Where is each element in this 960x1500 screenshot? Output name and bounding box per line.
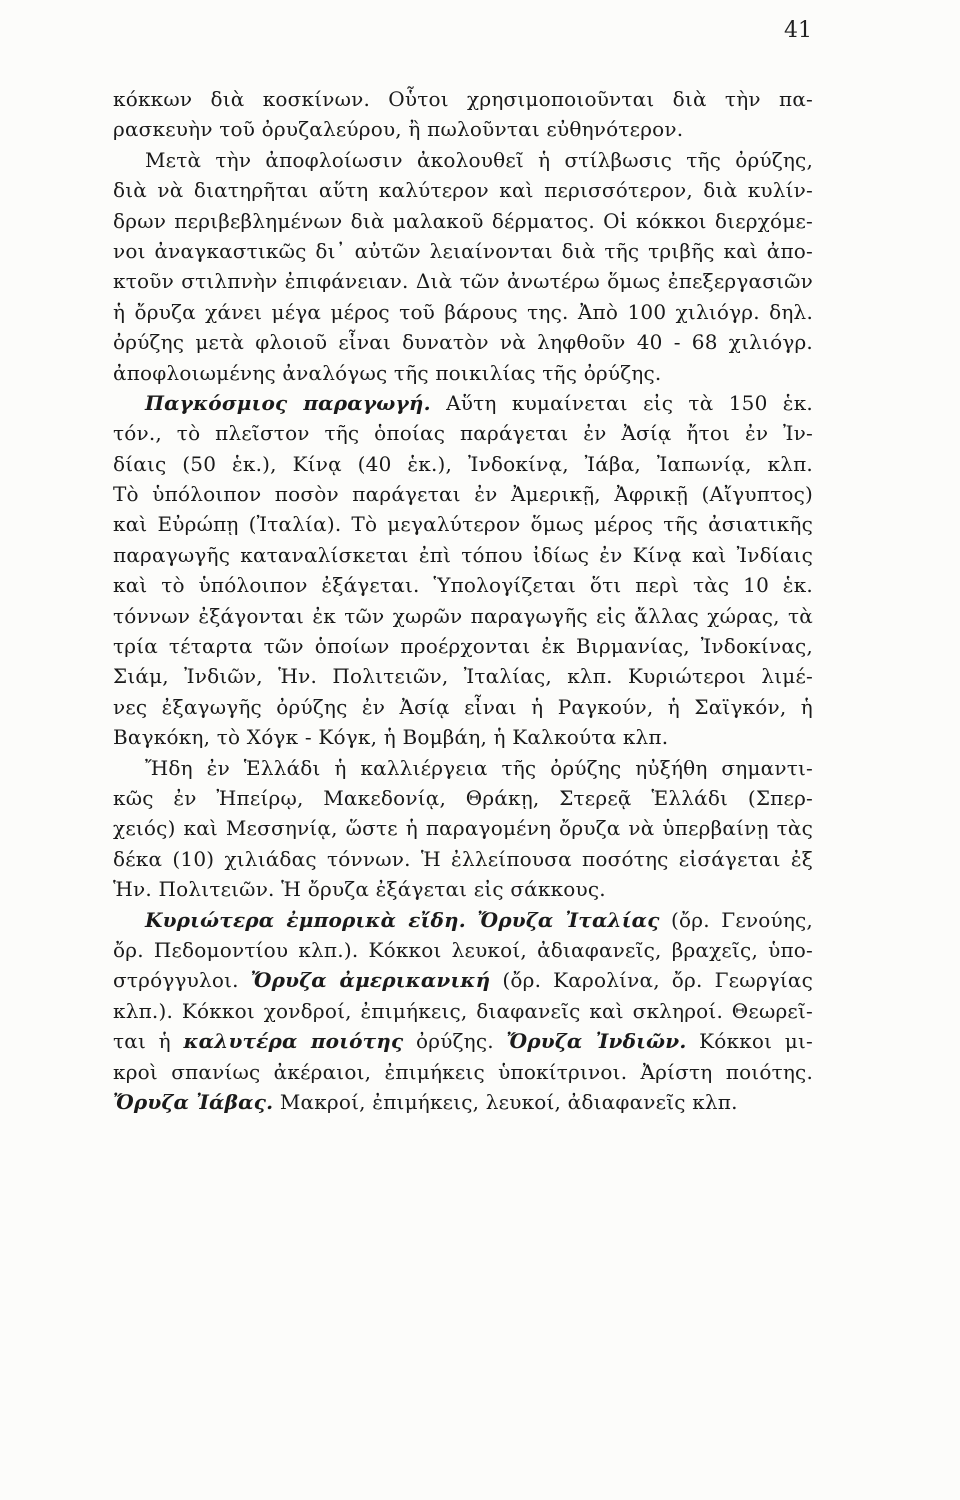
emphasis-heading: Κυριώτερα ἐμπορικὰ εἴδη. [145,907,466,932]
text-segment: Μακροί, ἐπιμήκεις, λευκοί, ἀδιαφανεῖς κλπ. [273,1089,738,1114]
text-line [113,236,813,266]
text-line [113,935,813,965]
text-segment: Κόκκοι μι- [686,1029,813,1054]
text-segment: Ἤδη ἐν Ἑλλάδι ἡ καλλιέργεια τῆς ὀρύζης ηὐξήθη σημαντι- [145,755,813,780]
text-line [113,692,813,722]
text-line [113,722,813,752]
text-segment: Ἡν. Πολιτειῶν. Ἡ ὄρυζα ἐξάγεται εἰς σάκκους. [113,877,606,902]
text-line [113,661,813,691]
text-line [113,145,813,175]
text-line [113,479,813,509]
emphasis-heading: Ὄρυζα ἀμερικανική [250,968,491,993]
text-segment: νες ἐξαγωγῆς ὀρύζης ἐν Ἀσίᾳ εἶναι ἡ Ραγκούν, ἡ Σαϊγκόν, ἡ [113,694,813,719]
text-line [113,844,813,874]
text-segment: χειός) καὶ Μεσσηνίᾳ, ὥστε ἡ παραγομένη ὄρυζα νὰ ὑπερβαίνῃ τὰς [113,816,813,841]
text-segment: κλπ.). Κόκκοι χονδροί, ἐπιμήκεις, διαφανεῖς καὶ σκληροί. Θεωρεῖ- [113,998,813,1023]
text-line [113,753,813,783]
text-line [113,297,813,327]
emphasis-heading: Ὄρυζα Ἰάβας. [113,1089,274,1114]
text-segment: τόν., τὸ πλεῖστον τῆς ὁποίας παράγεται ἐν Ἀσίᾳ ἤτοι ἐν Ἰν- [113,421,813,446]
text-segment: κτοῦν στιλπνὴν ἐπιφάνειαν. Διὰ τῶν ἀνωτέρω ὅμως ἐπεξεργασιῶν [113,269,813,294]
text-line [113,905,813,935]
text-line [113,1026,813,1056]
text-segment: Μετὰ τὴν ἀποφλοίωσιν ἀκολουθεῖ ἡ στίλβωσις τῆς ὀρύζης, [145,147,813,172]
text-segment: (ὄρ. Γενούης, [659,907,813,932]
text-line [113,449,813,479]
emphasis-heading: Ὄρυζα Ἰνδιῶν. [506,1029,687,1054]
text-segment: Σιάμ, Ἰνδιῶν, Ἡν. Πολιτειῶν, Ἰταλίας, κλπ. Κυριώτεροι λιμέ- [113,664,813,689]
text-line [113,206,813,236]
text-line [113,1057,813,1087]
text-line [113,965,813,995]
text-line [113,570,813,600]
text-line [113,631,813,661]
text-segment: τόννων ἐξάγονται ἐκ τῶν χωρῶν παραγωγῆς εἰς ἄλλας χώρας, τὰ [113,603,813,628]
text-segment: παραγωγῆς καταναλίσκεται ἐπὶ τόπου ἰδίως ἐν Κίνᾳ καὶ Ἰνδίαις [113,542,813,567]
text-segment: ἡ ὄρυζα χάνει μέγα μέρος τοῦ βάρους της. Ἀπὸ 100 χιλιόγρ. δηλ. [113,299,813,324]
text-segment: δρων περιβεβλημένων διὰ μαλακοῦ δέρματος. Οἱ κόκκοι διερχόμε- [113,208,813,233]
text-segment: τρία τέταρτα τῶν ὁποίων προέρχονται ἐκ Βιρμανίας, Ἰνδοκίνας, [113,634,813,659]
text-segment: ὀρύζης μετὰ φλοιοῦ εἶναι δυνατὸν νὰ ληφθοῦν 40 - 68 χιλιόγρ. [113,330,813,355]
text-segment: ὀρύζης. [403,1029,507,1054]
text-segment: διὰ νὰ διατηρῆται αὕτη καλύτερον καὶ περισσότερον, διὰ κυλίν- [113,178,813,203]
text-segment: ται ἡ [113,1029,184,1054]
text-segment: ὄρ. Πεδομοντίου κλπ.). Κόκκοι λευκοί, ἀδιαφανεῖς, βραχεῖς, ὑπο- [113,937,813,962]
text-line [113,996,813,1026]
text-line [113,266,813,296]
body-text [113,84,813,1117]
text-line [113,540,813,570]
text-segment: κῶς ἐν Ἠπείρῳ, Μακεδονίᾳ, Θράκῃ, Στερεᾷ Ἑλλάδι (Σπερ- [113,785,813,810]
text-line [113,1087,813,1117]
emphasis-heading: Ὄρυζα Ἰταλίας [477,907,660,932]
text-line [113,418,813,448]
text-segment [466,908,477,932]
text-segment: (ὄρ. Καρολίνα, ὄρ. Γεωργίας [490,968,813,993]
text-segment: Βαγκόκη, τὸ Χόγκ - Κόγκ, ἡ Βομβάη, ἡ Καλκούτα κλπ. [113,725,669,750]
text-line [113,327,813,357]
text-line [113,601,813,631]
emphasis-heading: καλυτέρα ποιότης [183,1029,404,1054]
text-line [113,388,813,418]
text-line [113,874,813,904]
text-line [113,509,813,539]
text-line [113,114,813,144]
text-segment: δίαις (50 ἑκ.), Κίνᾳ (40 ἑκ.), Ἰνδοκίνᾳ, Ἰάβα, Ἰαπωνίᾳ, κλπ. [113,451,813,476]
text-segment: καὶ τὸ ὑπόλοιπον ἐξάγεται. Ὑπολογίζεται ὅτι περὶ τὰς 10 ἑκ. [113,573,813,598]
page-number: 41 [784,18,812,43]
text-segment: νοι ἀναγκαστικῶς δι᾽ αὐτῶν λειαίνονται διὰ τῆς τριβῆς καὶ ἀπο- [113,238,813,263]
text-line [113,358,813,388]
text-line [113,813,813,843]
text-segment: δέκα (10) χιλιάδας τόννων. Ἡ ἐλλείπουσα ποσότης εἰσάγεται ἐξ [113,846,813,871]
text-line [113,84,813,114]
text-segment: κροὶ σπανίως ἀκέραιοι, ἐπιμήκεις ὑποκίτρινοι. Ἀρίστη ποιότης. [113,1059,813,1084]
text-segment: κόκκων διὰ κοσκίνων. Οὗτοι χρησιμοποιοῦνται διὰ τὴν πα- [113,87,813,111]
emphasis-heading: Παγκόσμιος παραγωγή. [145,390,431,415]
text-segment: ρασκευὴν τοῦ ὀρυζαλεύρου, ἢ πωλοῦνται εὐθηνότερον. [113,117,684,142]
text-line [113,175,813,205]
text-line [113,783,813,813]
text-segment: Αὕτη κυμαίνεται εἰς τὰ 150 ἑκ. [430,390,813,415]
text-segment: ἀποφλοιωμένης ἀναλόγως τῆς ποικιλίας τῆς ὀρύζης. [113,360,662,385]
text-segment: Τὸ ὑπόλοιπον ποσὸν παράγεται ἐν Ἀμερικῇ, Ἀφρικῇ (Αἴγυπτος) [113,482,813,507]
text-segment: καὶ Εὐρώπῃ (Ἰταλία). Τὸ μεγαλύτερον ὅμως μέρος τῆς ἀσιατικῆς [113,512,813,537]
text-segment: στρόγγυλοι. [113,968,251,993]
